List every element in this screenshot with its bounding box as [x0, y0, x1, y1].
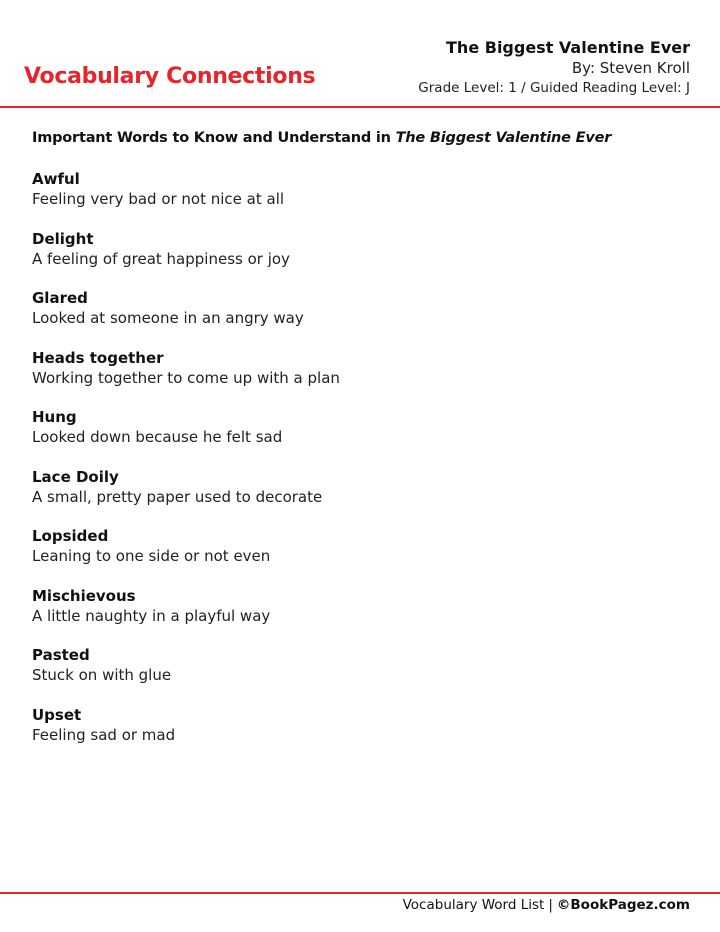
vocab-term: Upset	[32, 705, 82, 724]
vocab-definition: Feeling very bad or not nice at all	[32, 190, 285, 208]
book-title: The Biggest Valentine Ever	[446, 38, 690, 57]
intro-book-title: The Biggest Valentine Ever	[395, 130, 612, 146]
vocab-item	[32, 349, 672, 409]
header-divider	[0, 106, 720, 108]
reading-level: Grade Level: 1 / Guided Reading Level: J	[418, 80, 690, 96]
vocab-definition: Working together to come up with a plan	[32, 368, 340, 387]
vocab-item	[32, 289, 672, 349]
vocab-term: Glared	[32, 289, 88, 307]
vocab-item	[32, 587, 672, 647]
vocab-definition: Leaning to one side or not even	[32, 547, 271, 565]
intro-heading	[32, 130, 611, 146]
vocab-item	[32, 230, 672, 290]
vocab-definition: Feeling sad or mad	[32, 725, 176, 744]
vocab-item	[32, 646, 672, 706]
vocab-term: Lopsided	[32, 527, 109, 545]
page-title: Vocabulary Connections	[24, 64, 316, 89]
vocab-item	[32, 468, 672, 528]
vocab-item	[32, 170, 672, 230]
footer	[403, 897, 690, 913]
intro-prefix: Important Words to Know and Understand in	[32, 130, 396, 146]
vocab-term: Lace Doily	[32, 467, 119, 486]
vocab-term: Awful	[32, 170, 80, 188]
vocab-item	[32, 527, 672, 587]
vocab-definition: Looked down because he felt sad	[32, 428, 283, 446]
vocab-definition: A feeling of great happiness or joy	[32, 249, 290, 268]
vocabulary-list	[32, 170, 672, 765]
book-info	[418, 38, 690, 98]
footer-divider	[0, 892, 720, 894]
vocab-definition: Looked at someone in an angry way	[32, 309, 304, 327]
vocab-definition: A little naughty in a playful way	[32, 606, 271, 625]
vocab-term: Heads together	[32, 348, 164, 367]
vocab-term: Mischievous	[32, 586, 136, 605]
footer-separator: |	[548, 897, 553, 913]
vocab-definition: A small, pretty paper used to decorate	[32, 487, 323, 506]
footer-label: Vocabulary Word List	[402, 897, 545, 913]
vocab-term: Delight	[32, 229, 94, 248]
vocab-item	[32, 408, 672, 468]
vocab-term: Pasted	[32, 646, 90, 664]
vocab-item	[32, 706, 672, 766]
vocab-term: Hung	[32, 408, 77, 426]
vocab-definition: Stuck on with glue	[32, 666, 172, 684]
book-author: By: Steven Kroll	[571, 59, 690, 77]
footer-brand: ©BookPagez.com	[556, 897, 690, 913]
